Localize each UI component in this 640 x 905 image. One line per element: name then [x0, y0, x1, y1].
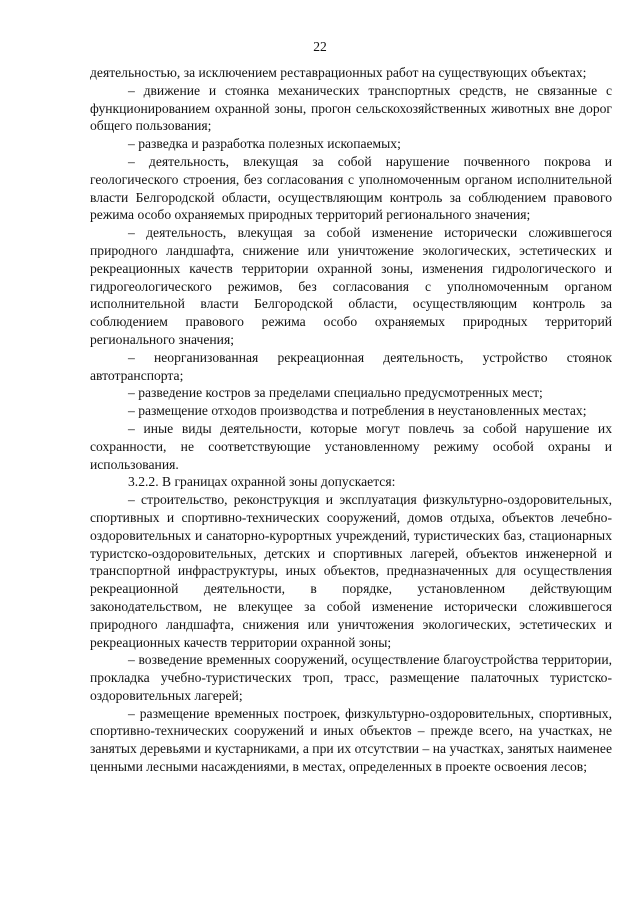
paragraph-continuation: деятельностью, за исключением реставрационных работ на существующих объектах; — [90, 65, 587, 80]
prohibition-item: – иные виды деятельности, которые могут повлечь за собой нарушение их сохранности, не соответствующие установленному режиму особой охраны и использования. — [90, 420, 612, 472]
permitted-item: – размещение временных построек, физкультурно-оздоровительных, спортивных, спортивно-технических сооружений и иных объектов – прежде всего, на участках, не занятых деревьями и кустарниками, а при их отсутствии – на участках, занятых наименее ценными лесными насаждениями, в местах, определенных в проекте освоения лесов; — [90, 705, 612, 775]
section-heading: 3.2.2. В границах охранной зоны допускается: — [128, 474, 396, 490]
page-number: 22 — [313, 39, 327, 54]
prohibition-item: – неорганизованная рекреационная деятельность, устройство стоянок автотранспорта; — [90, 349, 612, 383]
prohibition-item: – разведение костров за пределами специально предусмотренных мест; — [128, 385, 543, 401]
prohibition-item: – движение и стоянка механических транспортных средств, не связанные с функционированием охранной зоны, прогон сельскохозяйственных животных вне дорог общего пользования; — [90, 82, 612, 134]
document-body — [90, 64, 612, 776]
permitted-item: – строительство, реконструкция и эксплуатация физкультурно-оздоровительных, спортивных и спортивно-технических сооружений, домов отдыха, объектов лечебно-оздоровительных и санаторно-курортных учреждений, туристических баз, стационарных туристско-оздоровительных, детских и спортивных лагерей, объектов инженерной и транспортной инфраструктуры, иных объектов, предназначенных для осуществления рекреационной деятельности, в порядке, установленном действующим законодательством, не влекущее за собой изменение исторически сложившегося природного ландшафта, снижения или уничтожения экологических, эстетических и рекреационных качеств территории охранной зоны; — [90, 492, 612, 650]
prohibition-item: – деятельность, влекущая за собой нарушение почвенного покрова и геологического строения, без согласования с уполномоченным органом исполнительной власти Белгородской области, осуществляющим контроль за соблюдением правового режима особо охраняемых природных территорий регионального значения; — [90, 153, 612, 223]
prohibition-item: – деятельность, влекущая за собой изменение исторически сложившегося природного ландшафта, снижение или уничтожение экологических, эстетических и рекреационных качеств территории охранной зоны, изменения гидрологического и гидрогеологического режимов, без согласования с уполномоченным органом исполнительной власти Белгородской области, осуществляющим контроль за соблюдением правового режима особо охраняемых природных территорий регионального значения; — [90, 225, 612, 347]
prohibition-item: – размещение отходов производства и потребления в неустановленных местах; — [128, 403, 587, 419]
permitted-item: – возведение временных сооружений, осуществление благоустройства территории, прокладка учебно-туристических троп, трасс, размещение палаточных туристско-оздоровительных лагерей; — [90, 652, 612, 703]
prohibition-item: – разведка и разработка полезных ископаемых; — [128, 136, 401, 152]
